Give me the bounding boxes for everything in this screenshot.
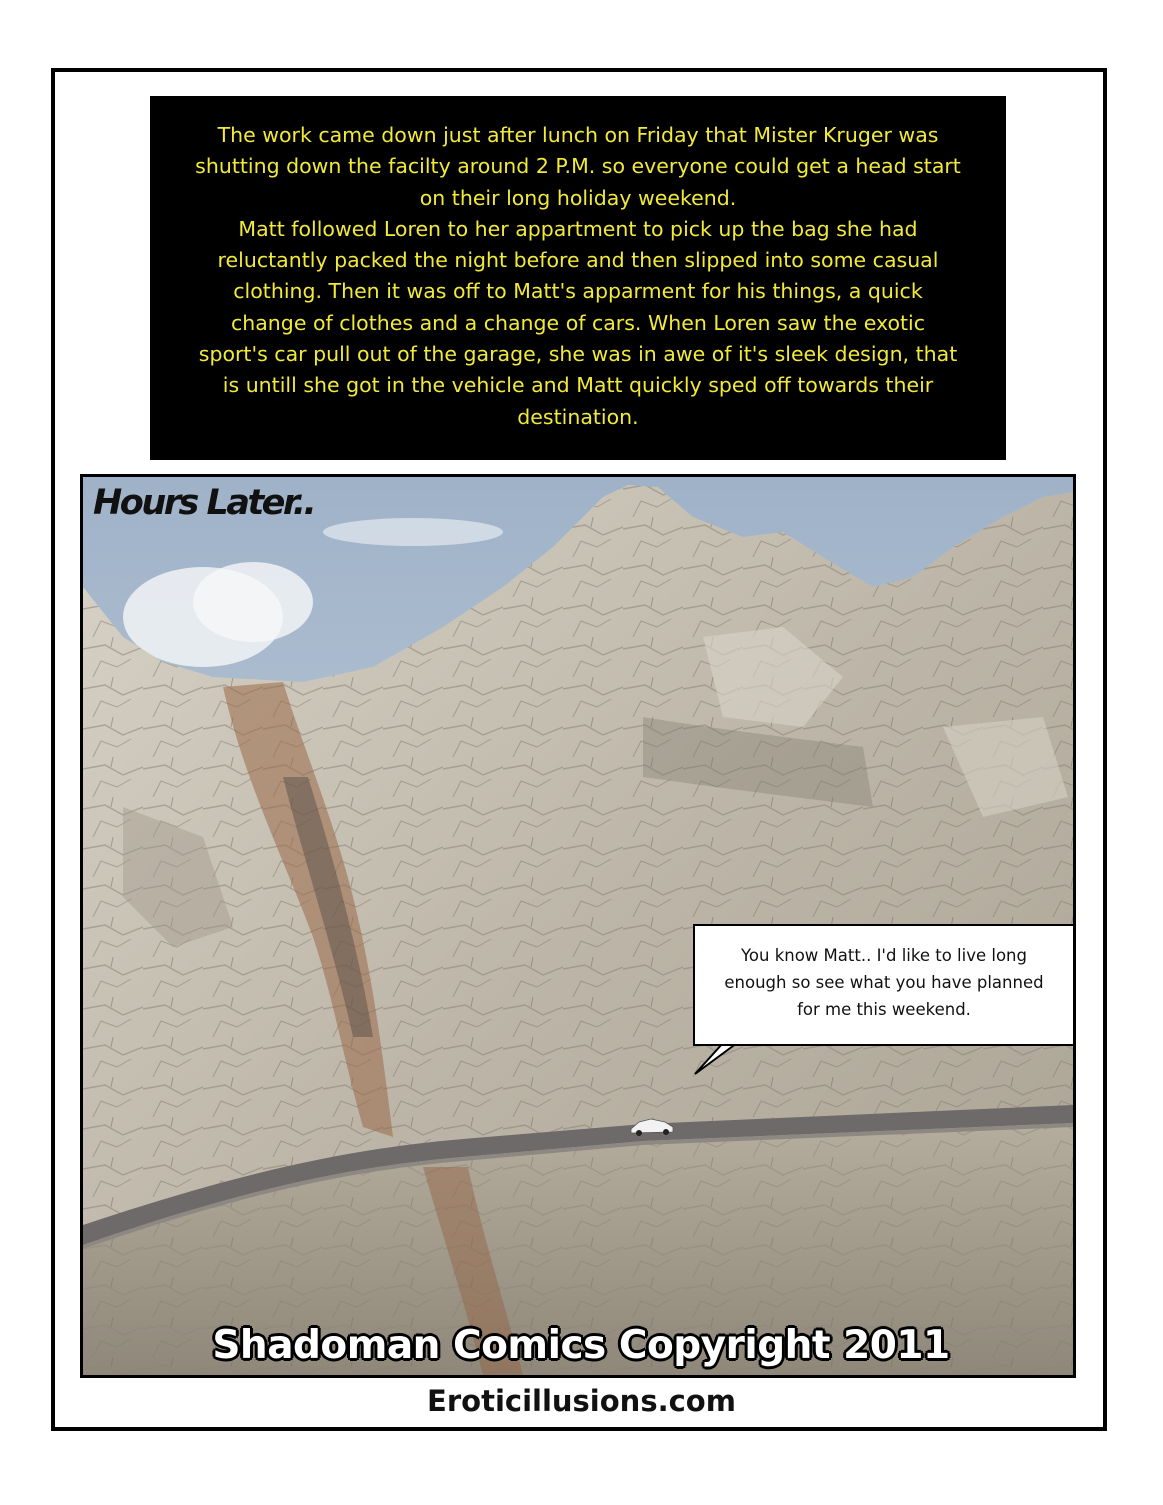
narration-line: The work came down just after lunch on Friday that Mister Kruger was bbox=[217, 123, 939, 147]
comic-panel bbox=[80, 474, 1076, 1378]
narration-line: Matt followed Loren to her appartment to pick up the bag she had bbox=[238, 216, 918, 241]
narration-line: shutting down the facilty around 2 P.M. so everyone could get a head start bbox=[195, 154, 961, 179]
narration-line: sport's car pull out of the garage, she was in awe of it's sleek design, that bbox=[198, 342, 958, 367]
narration-line: destination. bbox=[517, 404, 639, 429]
narration-line: is untill she got in the vehicle and Matt quickly sped off towards their bbox=[222, 373, 934, 398]
narration-line: clothing. Then it was off to Matt's apparment for his things, a quick bbox=[233, 279, 923, 304]
narration-line: reluctantly packed the night before and then slipped into some casual bbox=[217, 248, 939, 273]
speech-bubble bbox=[693, 924, 1075, 1046]
copyright-text: Shadoman Comics Copyright 2011 bbox=[212, 1323, 950, 1368]
narration-line: on their long holiday weekend. bbox=[419, 185, 737, 210]
cloud bbox=[323, 518, 503, 546]
site-url: Eroticillusions.com bbox=[427, 1384, 736, 1418]
narration-box bbox=[150, 96, 1006, 460]
speech-line: enough so see what you have planned bbox=[724, 973, 1044, 992]
speech-line: for me this weekend. bbox=[797, 1000, 971, 1019]
caption-hours-later: Hours Later.. bbox=[93, 483, 315, 523]
cloud bbox=[193, 562, 313, 642]
narration-line: change of clothes and a change of cars. When Loren saw the exotic bbox=[230, 310, 926, 335]
speech-line: You know Matt.. I'd like to live long bbox=[741, 946, 1027, 965]
